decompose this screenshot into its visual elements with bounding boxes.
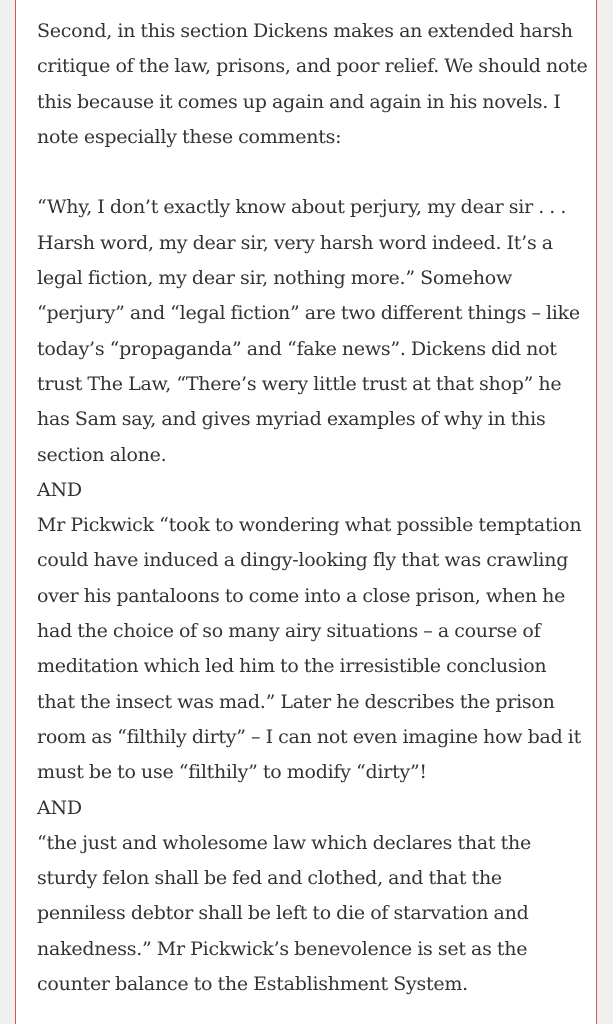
paragraph-perjury-quote: “Why, I don’t exactly know about perjury, my dear sir . . . Harsh word, my dear sir, very harsh word indeed. It’s a legal fiction, my dear sir, nothing more.” Somehow “perjury” and “legal fiction” are two different things – like today’s “propaganda” and “fake news”. Dickens did not trust The Law, “There’s wery little trust at that shop” he has Sam say, and gives myriad examples of why in this section alone.: [37, 196, 580, 466]
article-card: [15, 0, 597, 1024]
paragraph-fly-quote: Mr Pickwick “took to wondering what possible temptation could have induced a dingy-looking fly that was crawling over his pantaloons to come into a close prison, when he had the choice of so many airy situations – a course of meditation which led him to the irresistible conclusion that the insect was mad.” Later he describes the prison room as “filthily dirty” – I can not even imagine how bad it must be to use “filthily” to modify “dirty”!: [37, 514, 582, 784]
paragraph-law-quote: “the just and wholesome law which declares that the sturdy felon shall be fed and clothed, and that the penniless debtor shall be left to die of starvation and nakedness.” Mr Pickwick’s benevolence is set as the counter balance to the Establishment System.: [37, 831, 531, 996]
paragraph-intro: Second, in this section Dickens makes an extended harsh critique of the law, prisons, and poor relief. We should note this because it comes up again and again in his novels. I note especially these comments:: [37, 20, 588, 148]
article-body: [37, 14, 589, 1002]
separator-and: AND: [37, 796, 82, 819]
separator-and: AND: [37, 478, 82, 501]
